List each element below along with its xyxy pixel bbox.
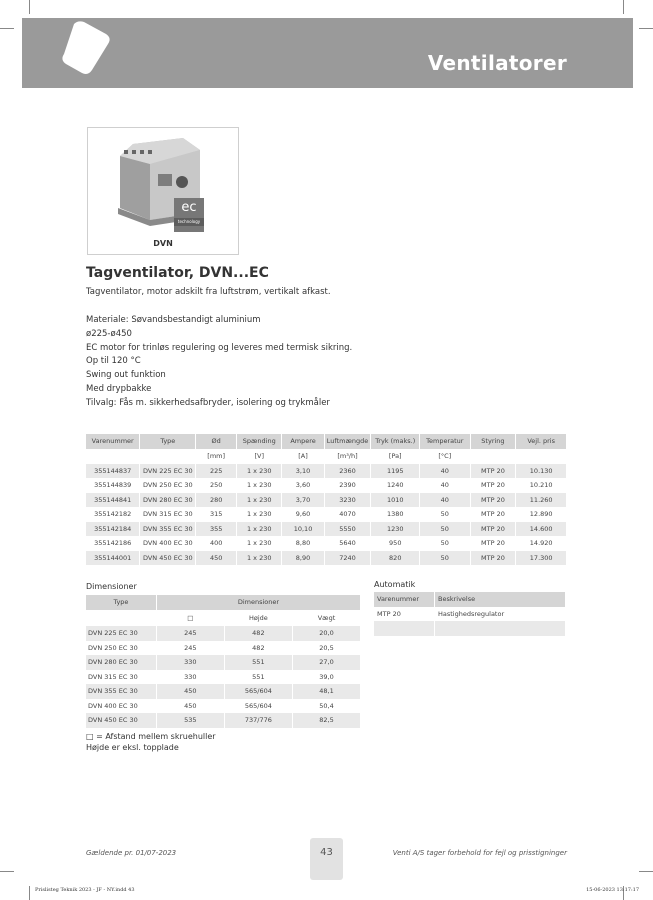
table-cell: 40: [420, 464, 470, 479]
table-row: [86, 626, 361, 641]
print-slug-right: 15-06-2023 13:17:17: [586, 887, 639, 893]
column-header: Vægt: [292, 610, 360, 626]
table-cell: 10.210: [516, 478, 567, 493]
table-cell: 1240: [371, 478, 420, 493]
table-cell: 8,80: [282, 536, 324, 551]
table-cell: 482: [224, 641, 292, 656]
unit-cell: [mm]: [196, 449, 237, 464]
notes: [86, 731, 216, 753]
dimensions-table: [86, 595, 361, 728]
feature-item: ø225-ø450: [86, 328, 132, 339]
crop-mark: [0, 28, 14, 29]
product-subheading: Tagventilator, motor adskilt fra luftstrøm, vertikalt afkast.: [86, 287, 331, 297]
table-cell: 1 x 230: [237, 464, 282, 479]
table-cell: 551: [224, 670, 292, 685]
table-cell: 1 x 230: [237, 478, 282, 493]
table-cell: 1380: [371, 507, 420, 522]
column-header: Vejl. pris: [516, 434, 567, 449]
table-cell: 355144001: [86, 551, 140, 566]
table-cell: MTP 20: [470, 478, 516, 493]
table-cell: 50,4: [292, 699, 360, 714]
table-cell: DVN 225 EC 30: [140, 464, 196, 479]
table-row: [86, 699, 361, 714]
crop-mark: [29, 886, 30, 900]
table-cell: 565/604: [224, 684, 292, 699]
ec-technology-badge: [174, 198, 204, 232]
column-header: Varenummer: [86, 434, 140, 449]
column-header: Type: [140, 434, 196, 449]
table-row: [374, 607, 566, 622]
units-row: [86, 449, 567, 464]
table-cell: 8,90: [282, 551, 324, 566]
feature-item: Op til 120 °C: [86, 356, 141, 367]
column-header: Varenummer: [374, 592, 435, 607]
table-row: [86, 551, 567, 566]
table-cell: DVN 315 EC 30: [140, 507, 196, 522]
column-header: Ampere: [282, 434, 324, 449]
table-cell: 482: [224, 626, 292, 641]
table-cell: 355142184: [86, 522, 140, 537]
table-cell: 10.130: [516, 464, 567, 479]
table-cell: 11.260: [516, 493, 567, 508]
table-header-row: [86, 434, 567, 449]
table-row: [86, 478, 567, 493]
table-cell: 40: [420, 478, 470, 493]
table-cell: [374, 621, 435, 636]
crop-mark: [29, 0, 30, 14]
table-cell: 39,0: [292, 670, 360, 685]
page-number: 43: [310, 838, 343, 880]
table-cell: 1 x 230: [237, 507, 282, 522]
table-cell: MTP 20: [470, 536, 516, 551]
table-cell: 1 x 230: [237, 551, 282, 566]
table-cell: 10,10: [282, 522, 324, 537]
dimensions-title: Dimensioner: [86, 582, 137, 591]
feature-item: Med drypbakke: [86, 383, 152, 394]
table-cell: MTP 20: [470, 493, 516, 508]
ec-badge-text: ec: [181, 200, 197, 215]
roof-fan-illustration: [88, 128, 238, 238]
table-cell: DVN 315 EC 30: [86, 670, 156, 685]
column-header: Spænding: [237, 434, 282, 449]
table-header-row: [86, 595, 361, 610]
table-cell: 1010: [371, 493, 420, 508]
unit-cell: [140, 449, 196, 464]
table-cell: 225: [196, 464, 237, 479]
column-header: Højde: [224, 610, 292, 626]
table-cell: 50: [420, 536, 470, 551]
table-cell: 82,5: [292, 713, 360, 728]
unit-cell: [V]: [237, 449, 282, 464]
table-cell: MTP 20: [470, 551, 516, 566]
table-cell: 7240: [324, 551, 371, 566]
unit-cell: [516, 449, 567, 464]
print-slug-left: Prislisteg Teknik 2023 - JF - NY.indd 43: [35, 887, 135, 893]
feature-item: Tilvalg: Fås m. sikkerhedsafbryder, isolering og trykmåler: [86, 397, 330, 408]
table-cell: 9,60: [282, 507, 324, 522]
table-cell: 3,70: [282, 493, 324, 508]
table-row: [86, 536, 567, 551]
page-section-title: Ventilatorer: [427, 51, 567, 75]
unit-cell: [m³/h]: [324, 449, 371, 464]
table-row: [86, 713, 361, 728]
ec-badge-subtext: technology: [174, 218, 204, 226]
automatik-title: Automatik: [374, 580, 416, 589]
table-cell: 2390: [324, 478, 371, 493]
table-cell: 4070: [324, 507, 371, 522]
product-heading: Tagventilator, DVN...EC: [86, 265, 269, 281]
table-row: [374, 621, 566, 636]
table-cell: 40: [420, 493, 470, 508]
table-cell: DVN 450 EC 30: [140, 551, 196, 566]
table-cell: 535: [156, 713, 224, 728]
table-cell: DVN 400 EC 30: [86, 699, 156, 714]
unit-cell: [86, 449, 140, 464]
table-cell: 315: [196, 507, 237, 522]
table-row: [86, 507, 567, 522]
table-cell: 950: [371, 536, 420, 551]
table-cell: 280: [196, 493, 237, 508]
unit-cell: [Pa]: [371, 449, 420, 464]
table-cell: 355144839: [86, 478, 140, 493]
column-header: □: [156, 610, 224, 626]
column-header: Dimensioner: [156, 595, 360, 610]
table-cell: 551: [224, 655, 292, 670]
table-cell: MTP 20: [374, 607, 435, 622]
table-cell: 355144841: [86, 493, 140, 508]
table-row: [86, 493, 567, 508]
table-cell: 400: [196, 536, 237, 551]
table-cell: 3,10: [282, 464, 324, 479]
column-header: Beskrivelse: [435, 592, 566, 607]
table-cell: 1 x 230: [237, 493, 282, 508]
table-cell: DVN 450 EC 30: [86, 713, 156, 728]
table-cell: DVN 400 EC 30: [140, 536, 196, 551]
table-cell: 20,5: [292, 641, 360, 656]
table-cell: MTP 20: [470, 464, 516, 479]
unit-cell: [°C]: [420, 449, 470, 464]
crop-mark: [639, 871, 653, 872]
table-row: [86, 684, 361, 699]
table-cell: 14.920: [516, 536, 567, 551]
column-header: Styring: [470, 434, 516, 449]
unit-cell: [A]: [282, 449, 324, 464]
table-cell: 1230: [371, 522, 420, 537]
table-cell: 14.600: [516, 522, 567, 537]
table-cell: 450: [196, 551, 237, 566]
footer-validity: Gældende pr. 01/07-2023: [86, 849, 177, 857]
crop-mark: [639, 28, 653, 29]
table-row: [86, 522, 567, 537]
table-cell: 355: [196, 522, 237, 537]
product-caption: DVN: [153, 239, 173, 248]
table-cell: 355144837: [86, 464, 140, 479]
note-line: □ = Afstand mellem skruehuller: [86, 732, 216, 741]
column-header: Luftmængde: [324, 434, 371, 449]
note-line: Højde er eksl. topplade: [86, 743, 179, 752]
table-cell: 1 x 230: [237, 522, 282, 537]
feature-list: [86, 314, 352, 411]
table-row: [86, 464, 567, 479]
unit-cell: [470, 449, 516, 464]
table-cell: MTP 20: [470, 522, 516, 537]
table-cell: 50: [420, 507, 470, 522]
feature-item: Materiale: Søvandsbestandigt aluminium: [86, 315, 261, 325]
product-spec-table: [86, 434, 567, 565]
table-cell: DVN 250 EC 30: [140, 478, 196, 493]
table-cell: 1 x 230: [237, 536, 282, 551]
table-cell: 20,0: [292, 626, 360, 641]
table-cell: Hastighedsregulator: [435, 607, 566, 622]
table-cell: 355142182: [86, 507, 140, 522]
table-cell: DVN 280 EC 30: [140, 493, 196, 508]
column-header: Tryk (maks.): [371, 434, 420, 449]
table-row: [86, 655, 361, 670]
table-cell: 3230: [324, 493, 371, 508]
feature-item: EC motor for trinløs regulering og leveres med termisk sikring.: [86, 342, 353, 353]
table-header-row: [374, 592, 566, 607]
table-cell: DVN 225 EC 30: [86, 626, 156, 641]
column-header: [86, 610, 156, 626]
table-cell: DVN 280 EC 30: [86, 655, 156, 670]
banner-tab-shape: [22, 18, 112, 88]
table-cell: 5550: [324, 522, 371, 537]
column-header: Ød: [196, 434, 237, 449]
table-cell: 48,1: [292, 684, 360, 699]
table-cell: 50: [420, 522, 470, 537]
table-cell: [435, 621, 566, 636]
table-cell: DVN 355 EC 30: [86, 684, 156, 699]
table-cell: 245: [156, 626, 224, 641]
column-header: Temperatur: [420, 434, 470, 449]
crop-mark: [623, 0, 624, 14]
table-subheader-row: [86, 610, 361, 626]
table-cell: 450: [156, 699, 224, 714]
automatik-table: [374, 592, 566, 636]
table-cell: 27,0: [292, 655, 360, 670]
table-cell: 245: [156, 641, 224, 656]
table-cell: MTP 20: [470, 507, 516, 522]
table-cell: 50: [420, 551, 470, 566]
table-cell: 2360: [324, 464, 371, 479]
table-cell: DVN 355 EC 30: [140, 522, 196, 537]
footer-disclaimer: Venti A/S tager forbehold for fejl og prisstigninger: [392, 849, 567, 857]
table-cell: 3,60: [282, 478, 324, 493]
feature-item: Swing out funktion: [86, 370, 166, 381]
table-cell: 450: [156, 684, 224, 699]
product-image-frame: [87, 127, 239, 255]
table-cell: 5640: [324, 536, 371, 551]
table-cell: 820: [371, 551, 420, 566]
column-header: Type: [86, 595, 156, 610]
table-cell: 12.890: [516, 507, 567, 522]
table-row: [86, 670, 361, 685]
table-cell: 565/604: [224, 699, 292, 714]
table-cell: 737/776: [224, 713, 292, 728]
table-cell: 355142186: [86, 536, 140, 551]
table-cell: 250: [196, 478, 237, 493]
table-row: [86, 641, 361, 656]
table-cell: 330: [156, 670, 224, 685]
crop-mark: [0, 871, 14, 872]
table-cell: 1195: [371, 464, 420, 479]
table-cell: 17.300: [516, 551, 567, 566]
table-cell: DVN 250 EC 30: [86, 641, 156, 656]
table-cell: 330: [156, 655, 224, 670]
